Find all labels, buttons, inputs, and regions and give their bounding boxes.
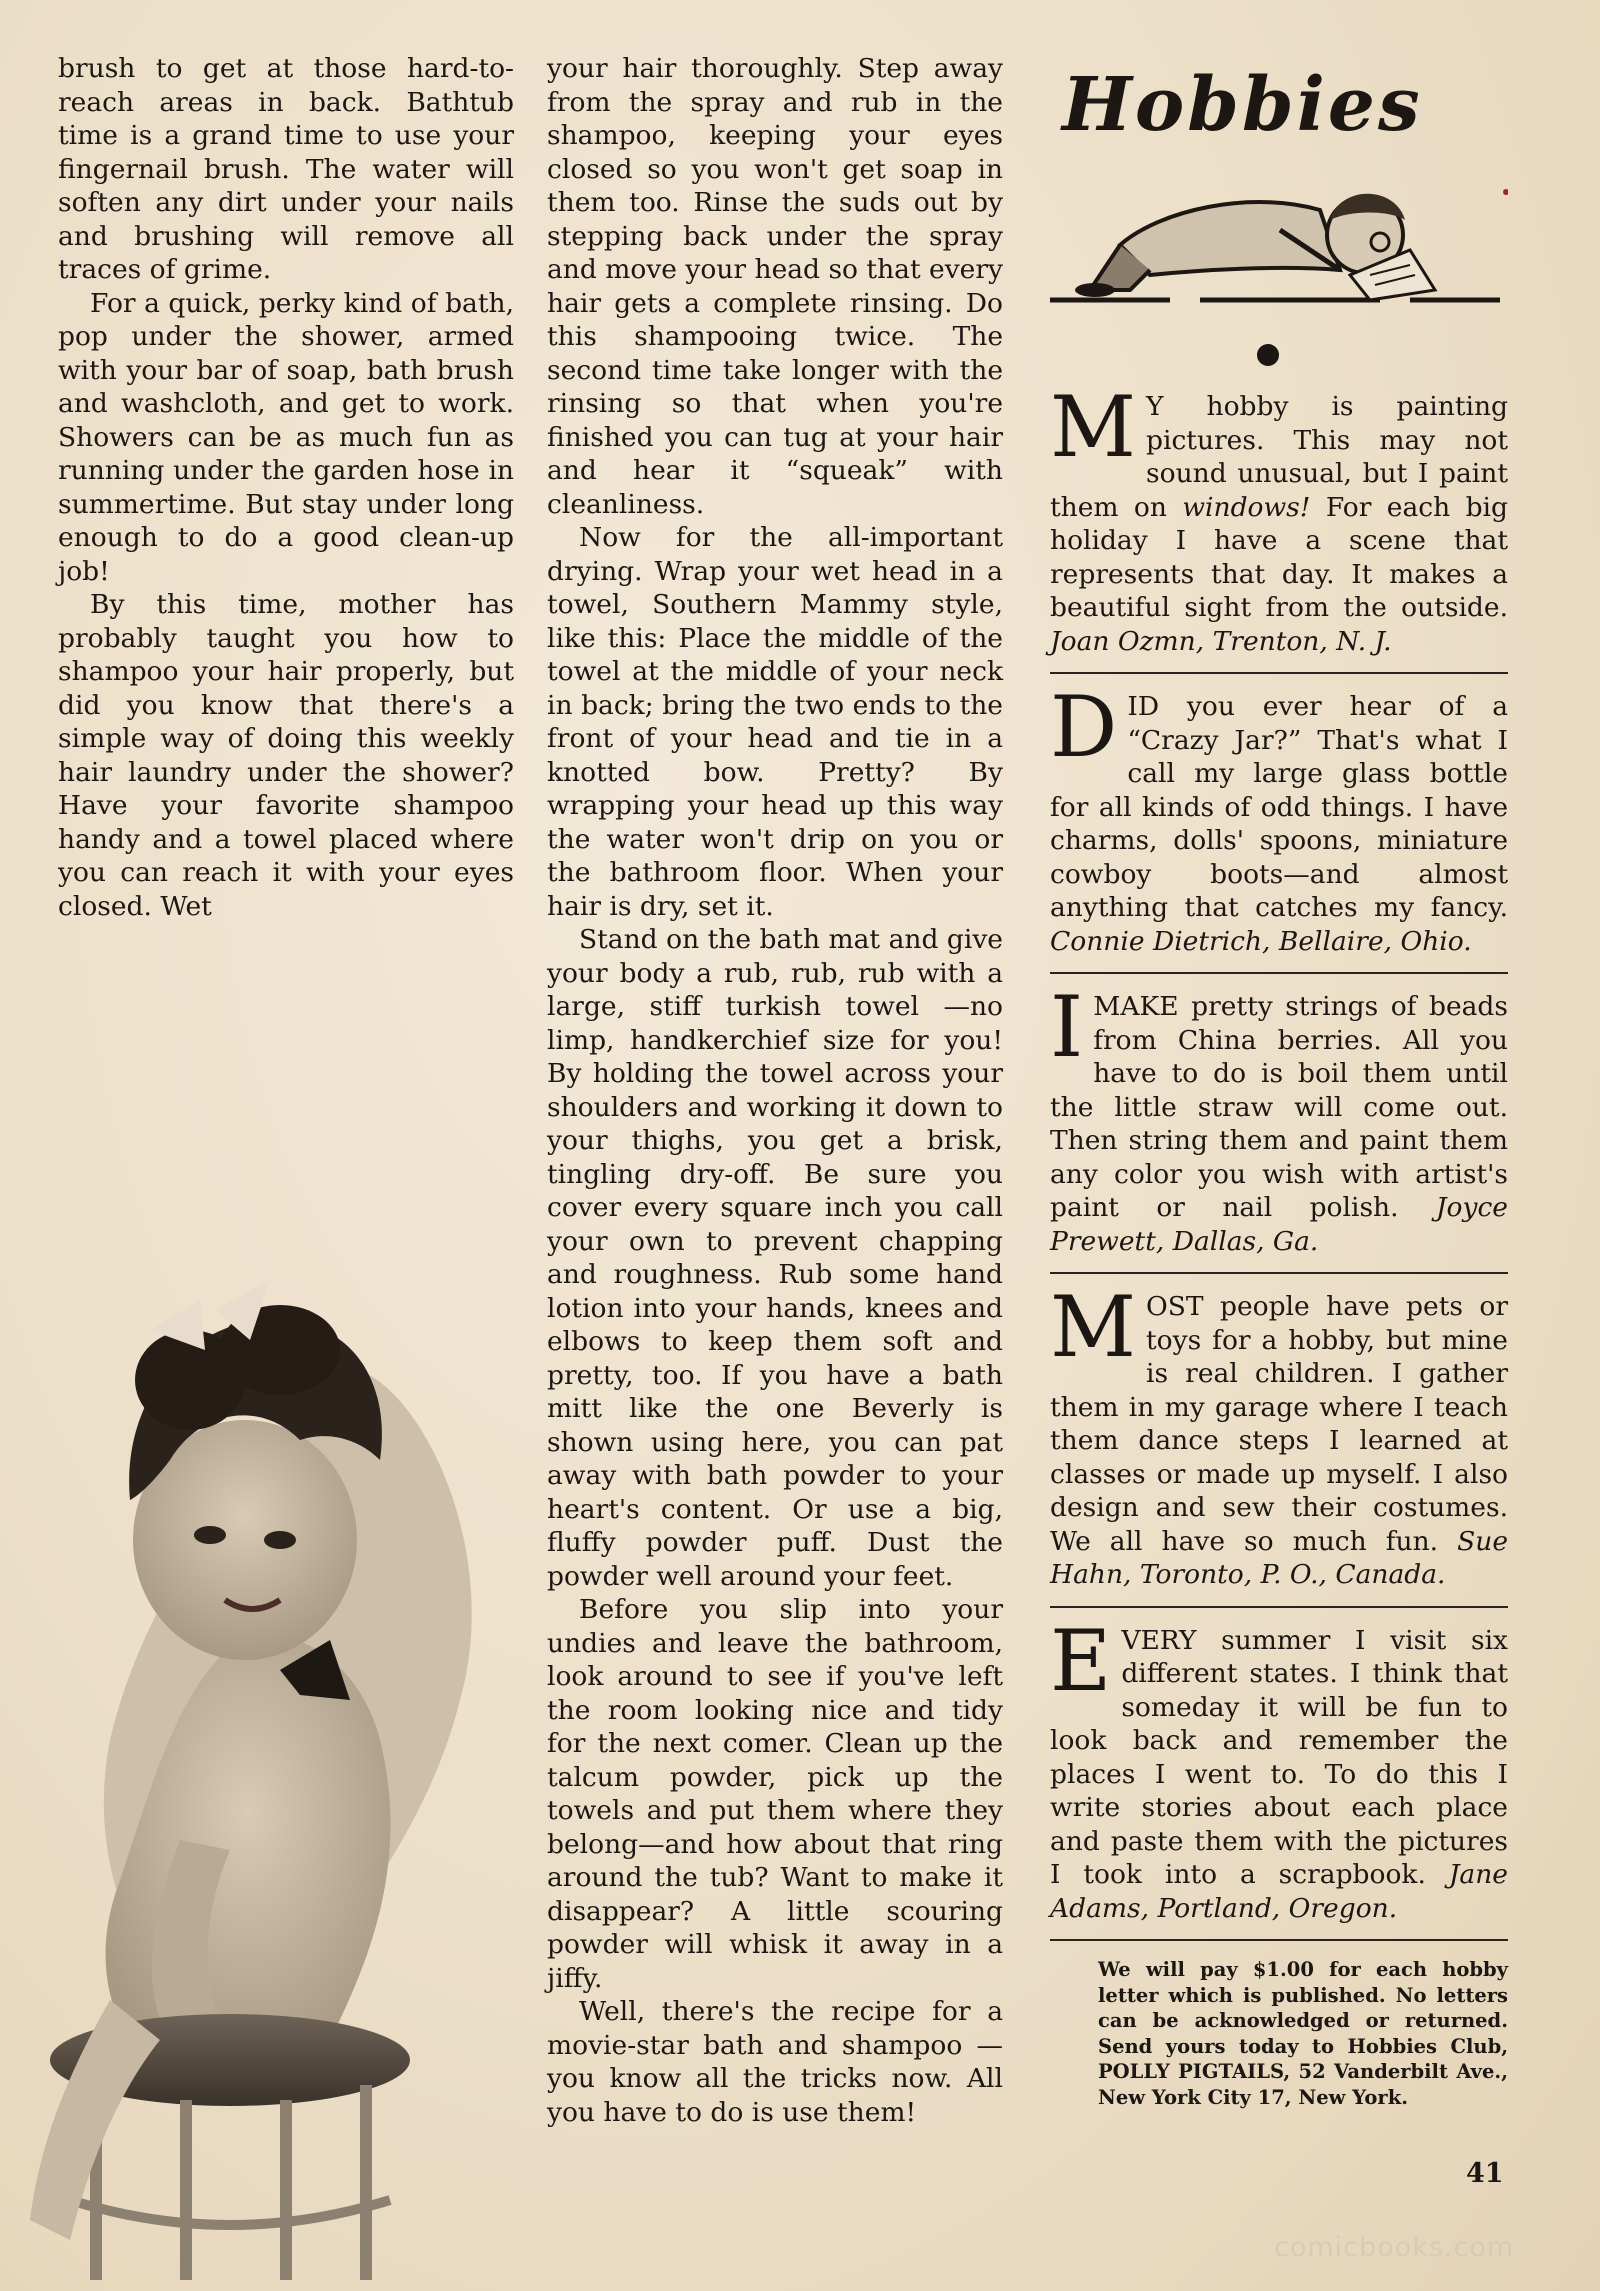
drop-cap: M [1050,378,1137,476]
letter-signature: Sue Hahn, Toronto, P. O., Canada. [1050,1525,1508,1590]
article-paragraph: Now for the all-important drying. Wrap your wet head in a towel, Southern Mammy style, like this: Place the middle of the towel at the middle of your neck in back; bring the two ends to the front of your head and tie in a knotted bow. Pretty? By wrapping your head up this way the water won't drip on you or the bathroom floor. When your hair is dry, set it. [547,522,1003,922]
letter-body: Y hobby is painting pictures. This may not sound unusual, but I paint them on [1050,391,1508,523]
source-watermark: comicbooks.com [1274,2232,1515,2263]
article-paragraph: Before you slip into your undies and leave the bathroom, look around to see if you've left the room looking nice and tidy for the next comer. Clean up the talcum powder, pick up the towels and put them where they belong—and how about that ring around the tub? Want to make it disappear? A little scouring powder will whisk it away in a jiffy. [547,1594,1003,1994]
letter-signature: Joyce Prewett, Dallas, Ga. [1050,1192,1508,1257]
letter-emphasis: windows! [1182,491,1311,523]
hobby-letter [1050,978,1508,1274]
letter-signature: Jane Adams, Portland, Oregon. [1050,1859,1508,1924]
article-paragraph: By this time, mother has probably taught you how to shampoo your hair properly, but did you know that there's a simple way of doing this weekly hair laundry under the shower? Have your favorite shampoo handy and a towel placed where you can reach it with your eyes closed. Wet [58,589,514,922]
submission-notice: We will pay $1.00 for each hobby letter which is published. No letters can be acknowledged or returned. Send yours today to Hobbies Club, POLLY PIGTAILS, 52 Vanderbilt Ave., New York City 17, New York. [1098,1958,1508,2109]
article-column-1 [58,52,514,923]
article-paragraph: For a quick, perky kind of bath, pop under the shower, armed with your bar of soap, bath brush and washcloth, and get to work. Showers can be as much fun as running under the garden hose in summertime. But stay under long enough to do a good clean-up job! [58,287,514,587]
drop-cap: M [1050,1278,1137,1376]
letter-body: VERY summer I visit six different states. I think that someday it will be fun to look back and remember the places I went to. To do this I write stories about each place and paste them with the pictures I took into a scrapbook. [1050,1624,1508,1890]
letter-signature: Connie Dietrich, Bellaire, Ohio. [1050,925,1472,957]
boy-reading-illustration [1050,150,1508,390]
article-paragraph: your hair thoroughly. Step away from the spray and rub in the shampoo, keeping your eyes closed so you won't get soap in them too. Rinse the suds out by stepping back under the spray and move your head so that every hair gets a complete rinsing. Do this shampooing twice. The second time take longer with the rinsing so that when you're finished you can tug at your hair and hear it “squeak” with cleanliness. [547,53,1003,520]
article-paragraph: Well, there's the recipe for a movie-star bath and shampoo —you know all the tricks now. All you have to do is use them! [547,1996,1003,2128]
drop-cap: D [1050,678,1118,776]
hobby-letter [1050,1278,1508,1608]
letter-body: ID you ever hear of a “Crazy Jar?” That's what I call my large glass bottle for all kinds of odd things. I have charms, dolls' spoons, miniature cowboy boots—and almost anything that catches my fancy. [1050,691,1508,923]
letter-body: MAKE pretty strings of beads from China berries. All you have to do is boil them until the little straw will come out. Then string them and paint them any color you wish with artist's paint or nail polish. [1050,991,1508,1223]
hobbies-title: Hobbies [1062,62,1423,148]
hobby-letter [1050,1611,1508,1942]
drop-cap: I [1050,978,1084,1076]
letter-signature: Joan Ozmn, Trenton, N. J. [1050,625,1392,657]
article-column-2 [547,52,1003,2129]
letter-body: OST people have pets or toys for a hobby, but mine is real children. I gather them in my garage where I teach them dance steps I learned at classes or made up myself. I also design and sew their costumes. We all have so much fun. [1050,1291,1508,1557]
article-paragraph: Stand on the bath mat and give your body a rub, rub, rub with a large, stiff turkish towel —no limp, handkerchief size for you! By holding the towel across your shoulders and working it down to your thighs, you get a brisk, tingling dry-off. Be sure you cover every square inch you call your own to prevent chapping and roughness. Rub some hand lotion into your hands, knees and elbows to keep them soft and pretty, too. If you have a bath mitt like the one Beverly is shown using here, you can pat away with bath powder to your heart's content. Or use a big, fluffy powder puff. Dust the powder well around your feet. [547,924,1003,1592]
hobby-letter [1050,378,1508,674]
page-number: 41 [1466,2158,1504,2189]
article-paragraph: brush to get at those hard-to-reach areas in back. Bathtub time is a grand time to use your fingernail brush. The water will soften any dirt under your nails and brushing will remove all traces of grime. [58,53,514,285]
drop-cap: E [1050,1611,1112,1710]
girl-on-stool-photo [30,1140,550,2280]
hobbies-column [1050,50,1508,2110]
letter-body-continued: For each big holiday I have a scene that represents that day. It makes a beautiful sight from the outside. [1050,491,1508,623]
hobby-letter [1050,678,1508,974]
